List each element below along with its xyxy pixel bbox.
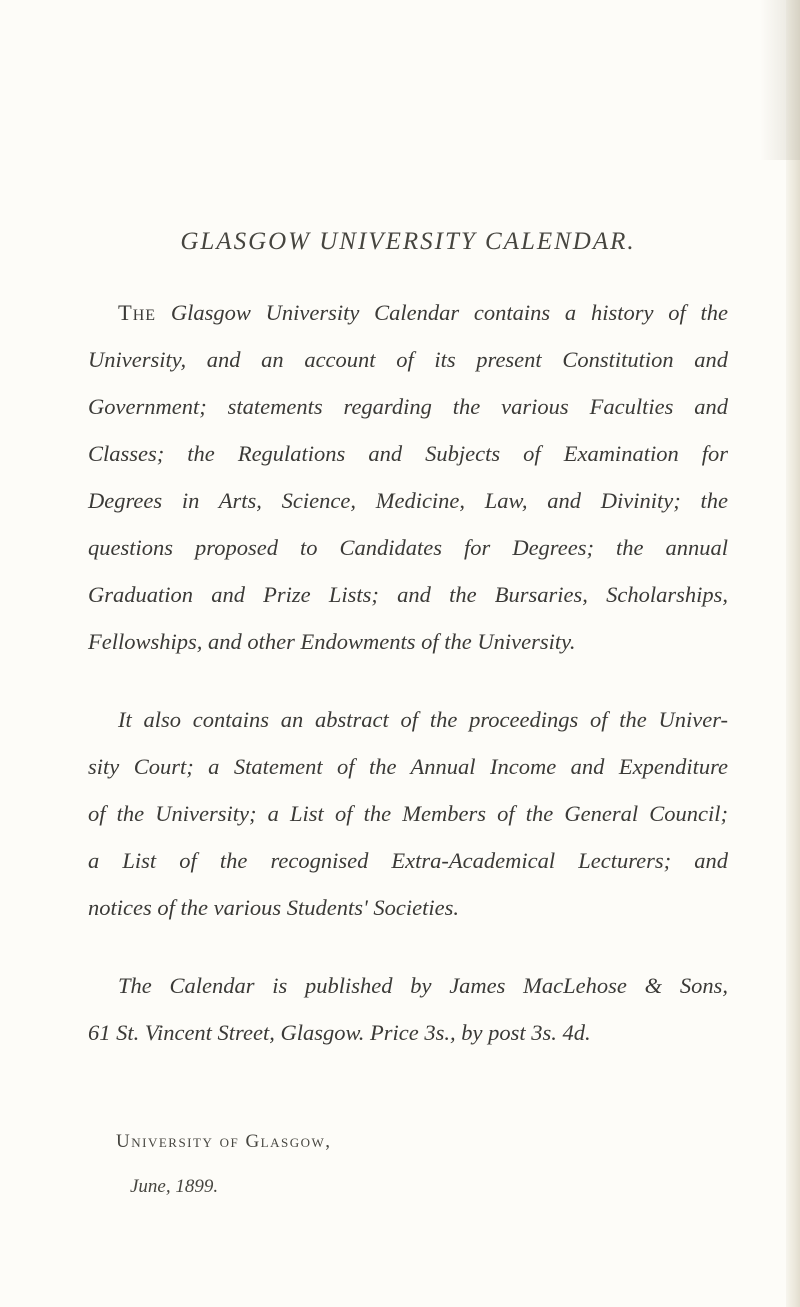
paragraph2-line-3: of the University; a List of the Members of the General Council; (88, 801, 728, 826)
paragraph1-line-3: Government; statements regarding the various Faculties and (88, 394, 728, 419)
paragraph2-line-5: notices of the various Students' Societies. (88, 895, 459, 920)
paragraph3-line-1: The Calendar is published by James MacLehose & Sons, (118, 973, 728, 998)
paragraph1-line-1 (118, 300, 728, 326)
paragraph1-opening-word: The (118, 300, 157, 325)
paragraph1-line-6: questions proposed to Candidates for Degrees; the annual (88, 535, 728, 560)
paragraph1-line-8: Fellowships, and other Endowments of the University. (88, 629, 576, 654)
paragraph1-line-4: Classes; the Regulations and Subjects of Examination for (88, 441, 728, 466)
paragraph2-line-1: It also contains an abstract of the proceedings of the Univer- (118, 707, 728, 732)
paragraph1-line-2: University, and an account of its present Constitution and (88, 347, 728, 372)
paragraph2-line-2: sity Court; a Statement of the Annual Income and Expenditure (88, 754, 728, 779)
paragraph1-line-1-text: Glasgow University Calendar contains a history of the (156, 300, 728, 325)
signoff: University of Glasgow, (116, 1131, 332, 1152)
page-heading: GLASGOW UNIVERSITY CALENDAR. (180, 228, 636, 255)
paragraph1-line-5: Degrees in Arts, Science, Medicine, Law, and Divinity; the (88, 488, 728, 513)
paragraph2-line-4: a List of the recognised Extra-Academical Lecturers; and (88, 848, 728, 873)
page-shadow (760, 0, 800, 160)
paragraph3-line-2: 61 St. Vincent Street, Glasgow. Price 3s., by post 3s. 4d. (88, 1020, 591, 1045)
paragraph1-line-7: Graduation and Prize Lists; and the Bursaries, Scholarships, (88, 582, 728, 607)
page-edge (786, 0, 800, 1307)
date-line: June, 1899. (130, 1176, 219, 1197)
